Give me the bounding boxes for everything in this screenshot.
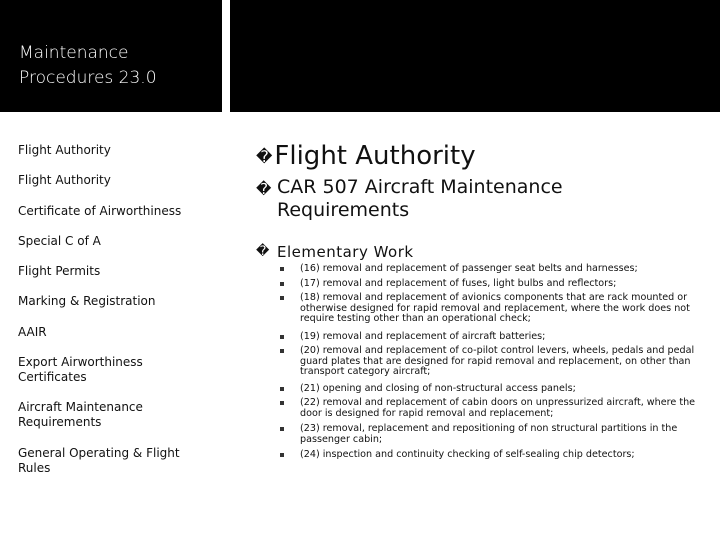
sidebar-item-special-c-of-a[interactable]: Special C of A xyxy=(18,234,101,248)
sidebar-item-flight-authority-2[interactable]: Flight Authority xyxy=(18,173,111,187)
header-title-line2: Procedures 23.0 xyxy=(19,68,157,88)
sidebar-item-general-operating[interactable]: General Operating & Flight Rules xyxy=(18,446,180,475)
section-heading-text: Elementary Work xyxy=(277,243,414,261)
page-title-text: Flight Authority xyxy=(274,141,476,171)
square-bullet-icon xyxy=(280,296,284,300)
sidebar-item-export-airworthiness[interactable]: Export Airworthiness Certificates xyxy=(18,355,143,384)
sidebar-item-marking-registration[interactable]: Marking & Registration xyxy=(18,294,156,308)
sidebar-item-flight-authority[interactable]: Flight Authority xyxy=(18,143,111,157)
sidebar-item-certificate-of-airworthiness[interactable]: Certificate of Airworthiness xyxy=(18,204,182,218)
header-title xyxy=(19,41,209,91)
square-bullet-icon xyxy=(280,282,284,286)
square-bullet-icon xyxy=(280,349,284,353)
square-bullet-icon xyxy=(280,387,284,391)
square-bullet-icon xyxy=(280,427,284,431)
square-bullet-icon xyxy=(280,453,284,457)
square-bullet-icon xyxy=(280,267,284,271)
box-bullet-icon: � xyxy=(256,244,270,259)
box-bullet-icon: � xyxy=(256,180,272,198)
square-bullet-icon xyxy=(280,335,284,339)
sidebar-item-aair[interactable]: AAIR xyxy=(18,325,47,339)
box-bullet-icon: � xyxy=(256,147,273,166)
header-left-panel xyxy=(0,0,222,112)
square-bullet-icon xyxy=(280,401,284,405)
header-title-line1: Maintenance xyxy=(19,43,129,63)
sub-heading-text: CAR 507 Aircraft Maintenance Requirements xyxy=(277,176,563,221)
sidebar-item-flight-permits[interactable]: Flight Permits xyxy=(18,264,101,278)
page-title xyxy=(256,141,476,171)
header-right-panel xyxy=(230,0,720,112)
sidebar-item-aircraft-maintenance[interactable]: Aircraft Maintenance Requirements xyxy=(18,400,143,429)
